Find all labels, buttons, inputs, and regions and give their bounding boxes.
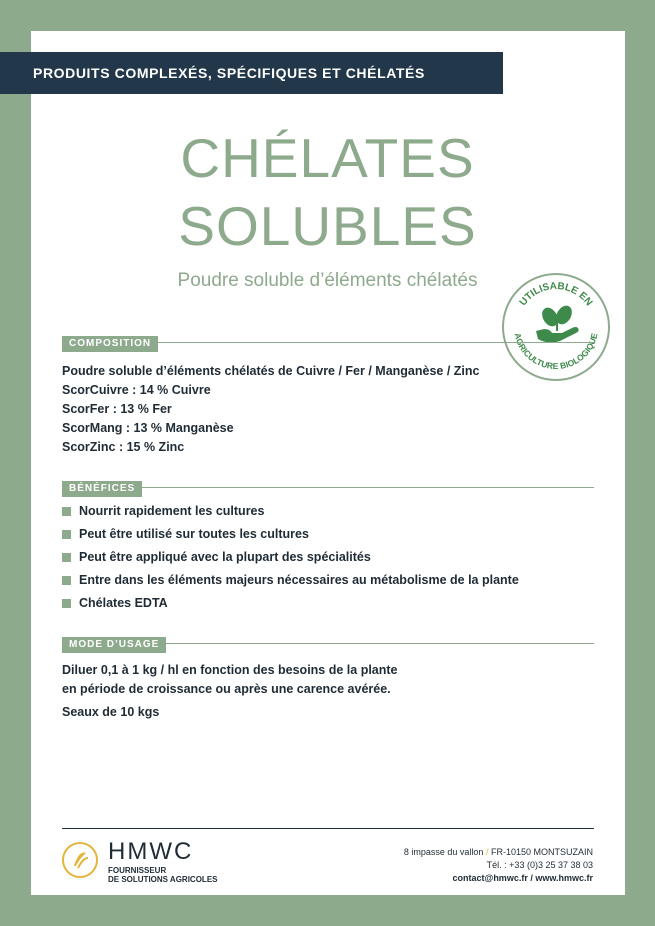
list-item: Peut être appliqué avec la plupart des spécialités (62, 546, 519, 569)
product-subtitle: Poudre soluble d’éléments chélatés (177, 270, 478, 291)
benefices-heading: BÉNÉFICES (62, 481, 142, 497)
product-title-line2: SOLUBLES (178, 195, 477, 257)
usage-line: en période de croissance ou après une carence avérée. (62, 682, 391, 696)
usage-line: Diluer 0,1 à 1 kg / hl en fonction des besoins de la plante (62, 663, 398, 677)
usage-text (62, 661, 398, 722)
packaging-text: Seaux de 10 kgs (62, 705, 160, 719)
list-item: Peut être utilisé sur toutes les cultures (62, 523, 519, 546)
hand-leaf-icon (536, 303, 579, 343)
badge-bottom-text: AGRICULTURE BIOLOGIQUE (512, 331, 600, 372)
category-banner: PRODUITS COMPLEXÉS, SPÉCIFIQUES ET CHÉLATÉS (0, 52, 503, 94)
bullet-square-icon (62, 576, 71, 585)
composition-text (62, 362, 480, 457)
company-tagline: FOURNISSEUR DE SOLUTIONS AGRICOLES (108, 866, 218, 884)
bullet-square-icon (62, 530, 71, 539)
contact-block (404, 846, 593, 885)
list-item: Chélates EDTA (62, 592, 519, 615)
benefices-list (62, 500, 519, 615)
hmwc-logo-icon (62, 842, 98, 878)
composition-line: ScorMang : 13 % Manganèse (62, 421, 234, 435)
composition-line: ScorCuivre : 14 % Cuivre (62, 383, 211, 397)
phone-line: Tél. : +33 (0)3 25 37 38 03 (486, 860, 593, 870)
address-line: 8 impasse du vallon / FR-10150 MONTSUZAIN (403, 847, 593, 857)
company-logo-name: HMWC (108, 838, 194, 865)
list-item: Entre dans les éléments majeurs nécessaires au métabolisme de la plante (62, 569, 519, 592)
bullet-square-icon (62, 507, 71, 516)
composition-heading: COMPOSITION (62, 336, 158, 352)
composition-line: ScorFer : 13 % Fer (62, 402, 172, 416)
organic-badge (502, 273, 610, 381)
web-link[interactable]: contact@hmwc.fr / www.hmwc.fr (452, 873, 593, 883)
usage-heading: MODE D’USAGE (62, 637, 166, 653)
bullet-square-icon (62, 599, 71, 608)
composition-line: ScorZinc : 15 % Zinc (62, 440, 185, 454)
footer-divider (62, 828, 594, 829)
product-title-line1: CHÉLATES (180, 127, 475, 189)
svg-text:UTILISABLE EN (518, 281, 595, 308)
bullet-square-icon (62, 553, 71, 562)
badge-top-text: UTILISABLE EN (517, 280, 595, 309)
list-item: Nourrit rapidement les cultures (62, 500, 519, 523)
composition-line: Poudre soluble d’éléments chélatés de Cuivre / Fer / Manganèse / Zinc (62, 364, 480, 378)
